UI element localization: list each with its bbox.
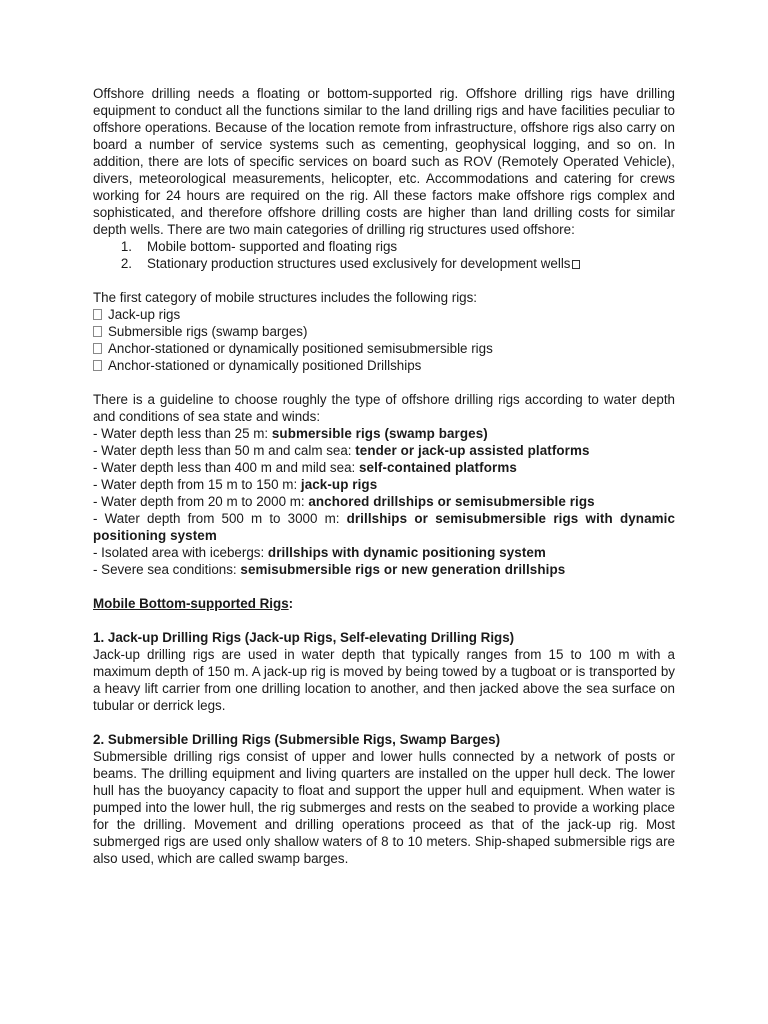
list-item: Jack-up rigs: [93, 306, 675, 323]
guideline-line: - Severe sea conditions: semisubmersible rigs or new generation drillships: [93, 562, 566, 577]
list-text: Stationary production structures used exclusively for development wells: [147, 255, 580, 272]
list-item: Anchor-stationed or dynamically positioned Drillships: [93, 357, 675, 374]
list-number: 2.: [120, 256, 132, 271]
guideline-line: - Isolated area with icebergs: drillships with dynamic positioning system: [93, 545, 546, 560]
missing-glyph-icon: [572, 260, 580, 269]
bullet-icon: [93, 326, 102, 337]
guideline-line: - Water depth from 15 m to 150 m: jack-up rigs: [93, 477, 378, 492]
guideline-intro: There is a guideline to choose roughly the type of offshore drilling rigs according to water depth and conditions of sea state and winds:: [93, 392, 675, 424]
document-page: [93, 85, 675, 867]
list-item: Anchor-stationed or dynamically positioned semisubmersible rigs: [93, 340, 675, 357]
submersible-body: Submersible drilling rigs consist of upper and lower hulls connected by a network of posts or beams. The drilling equipment and living quarters are installed on the upper hull deck. The lower hull has the buoyancy capacity to float and support the upper hull and equipment. When water is pumped into the lower hull, the rig submerges and rests on the seabed to provide a working place for the drilling. Movement and drilling operations proceed as that of the jack-up rig. Most submerged rigs are used only shallow waters of 8 to 10 meters. Ship-shaped submersible rigs are also used, which are called swamp barges.: [93, 749, 675, 866]
jackup-heading: 1. Jack-up Drilling Rigs (Jack-up Rigs, Self-elevating Drilling Rigs): [93, 630, 515, 645]
intro-paragraph: Offshore drilling needs a floating or bottom-supported rig. Offshore drilling rigs have drilling equipment to conduct all the functions similar to the land drilling rigs and have facilities peculiar to offshore operations. Because of the location remote from infrastructure, offshore rigs also carry on board a number of service systems such as cementing, geophysical logging, and so on. In addition, there are lots of specific services on board such as ROV (Remotely Operated Vehicle), divers, meteorological measurements, helicopter, etc. Accommodations and catering for crews working for 24 hours are required on the rig. All these factors make offshore rigs complex and sophisticated, and therefore offshore drilling costs are higher than land drilling costs for similar depth wells. There are two main categories of drilling rig structures used offshore:: [93, 86, 675, 237]
guideline-line: - Water depth from 500 m to 3000 m: drillships or semisubmersible rigs with dynamic positioning system: [93, 511, 675, 543]
bullet-icon: [93, 309, 102, 320]
section-title: Mobile Bottom-supported Rigs:: [93, 596, 294, 611]
list-number: 1.: [120, 239, 132, 254]
bullet-icon: [93, 360, 102, 371]
submersible-heading: 2. Submersible Drilling Rigs (Submersible Rigs, Swamp Barges): [93, 732, 501, 747]
list-text: Mobile bottom- supported and floating rigs: [147, 239, 398, 254]
guideline-line: - Water depth less than 400 m and mild sea: self-contained platforms: [93, 460, 517, 475]
mobile-rigs-list: [93, 306, 675, 374]
jackup-body: Jack-up drilling rigs are used in water depth that typically ranges from 15 to 100 m with a maximum depth of 150 m. A jack-up rig is moved by being towed by a tugboat or is transported by a heavy lift carrier from one drilling location to another, and then jacked above the sea surface on tubular or derrick legs.: [93, 647, 675, 713]
guideline-line: - Water depth less than 50 m and calm sea: tender or jack-up assisted platforms: [93, 443, 590, 458]
guideline-line: - Water depth from 20 m to 2000 m: anchored drillships or semisubmersible rigs: [93, 494, 595, 509]
guideline-line: - Water depth less than 25 m: submersible rigs (swamp barges): [93, 426, 488, 441]
mobile-intro: The first category of mobile structures includes the following rigs:: [93, 290, 478, 305]
guideline-list: [93, 425, 675, 578]
list-item: Submersible rigs (swamp barges): [93, 323, 675, 340]
list-item: [93, 238, 675, 255]
rig-categories-list: [93, 238, 675, 272]
bullet-icon: [93, 343, 102, 354]
list-item: [93, 255, 675, 272]
